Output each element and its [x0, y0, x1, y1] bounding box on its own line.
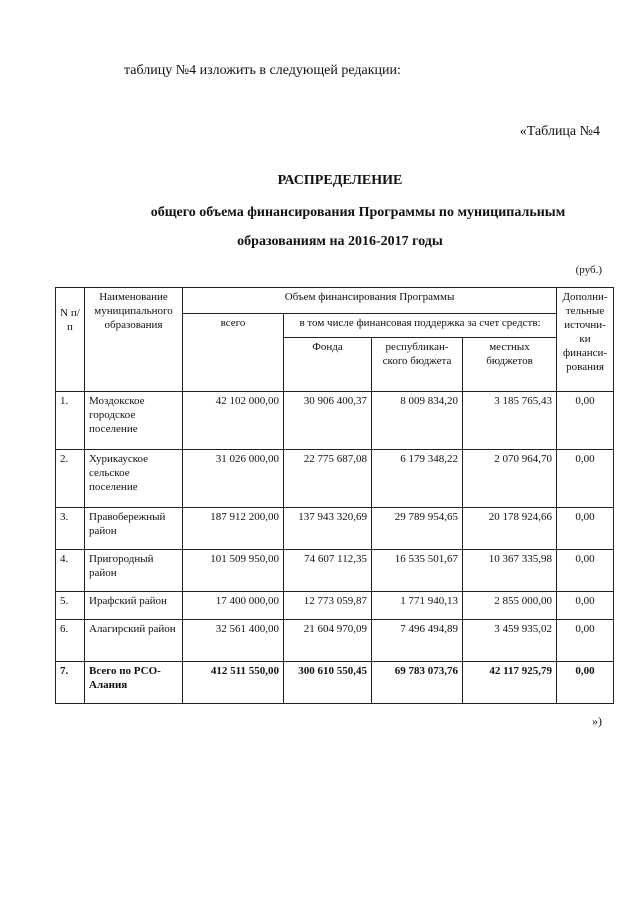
row-total: 17 400 000,00: [183, 592, 284, 620]
row-fund: 21 604 970,09: [284, 620, 372, 662]
header-total: всего: [183, 314, 284, 392]
row-num: 5.: [56, 592, 85, 620]
row-fund: 74 607 112,35: [284, 550, 372, 592]
row-local: 2 070 964,70: [463, 450, 557, 508]
header-fund: Фонда: [284, 338, 372, 392]
row-total: 42 102 000,00: [183, 392, 284, 450]
total-row: [56, 662, 614, 704]
row-republic: 8 009 834,20: [372, 392, 463, 450]
title-line-2: общего объема финансирования Программы по муниципальным: [150, 205, 566, 220]
total-fund: 300 610 550,45: [284, 662, 372, 704]
header-volume: Объем финансирования Программы: [183, 288, 557, 314]
row-num: 2.: [56, 450, 85, 508]
row-name: Ирафский район: [85, 592, 183, 620]
row-republic: 29 789 954,65: [372, 508, 463, 550]
row-name: Моздокское городское поселение: [85, 392, 183, 450]
title-line-3: образованиям на 2016-2017 годы: [237, 234, 443, 249]
closing-quote: »): [592, 714, 602, 728]
row-local: 3 185 765,43: [463, 392, 557, 450]
table-row: [56, 508, 614, 550]
row-fund: 12 773 059,87: [284, 592, 372, 620]
table-row: [56, 550, 614, 592]
table-row: [56, 392, 614, 450]
table-row: [56, 450, 614, 508]
header-num: N п/п: [56, 288, 85, 392]
row-republic: 16 535 501,67: [372, 550, 463, 592]
row-total: 32 561 400,00: [183, 620, 284, 662]
row-republic: 6 179 348,22: [372, 450, 463, 508]
table-row: [56, 620, 614, 662]
total-num: 7.: [56, 662, 85, 704]
row-local: 10 367 335,98: [463, 550, 557, 592]
row-num: 6.: [56, 620, 85, 662]
row-other: 0,00: [557, 392, 614, 450]
row-fund: 137 943 320,69: [284, 508, 372, 550]
row-local: 20 178 924,66: [463, 508, 557, 550]
table-row: [56, 592, 614, 620]
row-republic: 1 771 940,13: [372, 592, 463, 620]
row-num: 1.: [56, 392, 85, 450]
row-total: 31 026 000,00: [183, 450, 284, 508]
total-republic: 69 783 073,76: [372, 662, 463, 704]
row-other: 0,00: [557, 592, 614, 620]
row-num: 4.: [56, 550, 85, 592]
row-local: 3 459 935,02: [463, 620, 557, 662]
total-total: 412 511 550,00: [183, 662, 284, 704]
unit-label: (руб.): [575, 264, 602, 276]
intro-text: таблицу №4 изложить в следующей редакции:: [124, 63, 401, 78]
row-total: 187 912 200,00: [183, 508, 284, 550]
title-line-1: РАСПРЕДЕЛЕНИЕ: [277, 173, 403, 188]
row-fund: 30 906 400,37: [284, 392, 372, 450]
header-local: местных бюджетов: [463, 338, 557, 392]
header-other: Дополни-тельные источни-ки финанси-рования: [557, 288, 614, 392]
row-name: Алагирский район: [85, 620, 183, 662]
row-other: 0,00: [557, 620, 614, 662]
total-local: 42 117 925,79: [463, 662, 557, 704]
row-other: 0,00: [557, 450, 614, 508]
row-name: Пригородный район: [85, 550, 183, 592]
row-total: 101 509 950,00: [183, 550, 284, 592]
row-other: 0,00: [557, 550, 614, 592]
row-local: 2 855 000,00: [463, 592, 557, 620]
row-num: 3.: [56, 508, 85, 550]
row-republic: 7 496 494,89: [372, 620, 463, 662]
header-name: Наименование муниципального образования: [85, 288, 183, 392]
row-name: Правобережный район: [85, 508, 183, 550]
row-name: Хурикауское сельское поселение: [85, 450, 183, 508]
total-name: Всего по РСО-Алания: [85, 662, 183, 704]
financing-table: [55, 287, 614, 704]
table-reference: «Таблица №4: [519, 124, 600, 139]
row-other: 0,00: [557, 508, 614, 550]
total-other: 0,00: [557, 662, 614, 704]
header-republic: республикан-ского бюджета: [372, 338, 463, 392]
header-support: в том числе финансовая поддержка за счет средств:: [284, 314, 557, 338]
row-fund: 22 775 687,08: [284, 450, 372, 508]
